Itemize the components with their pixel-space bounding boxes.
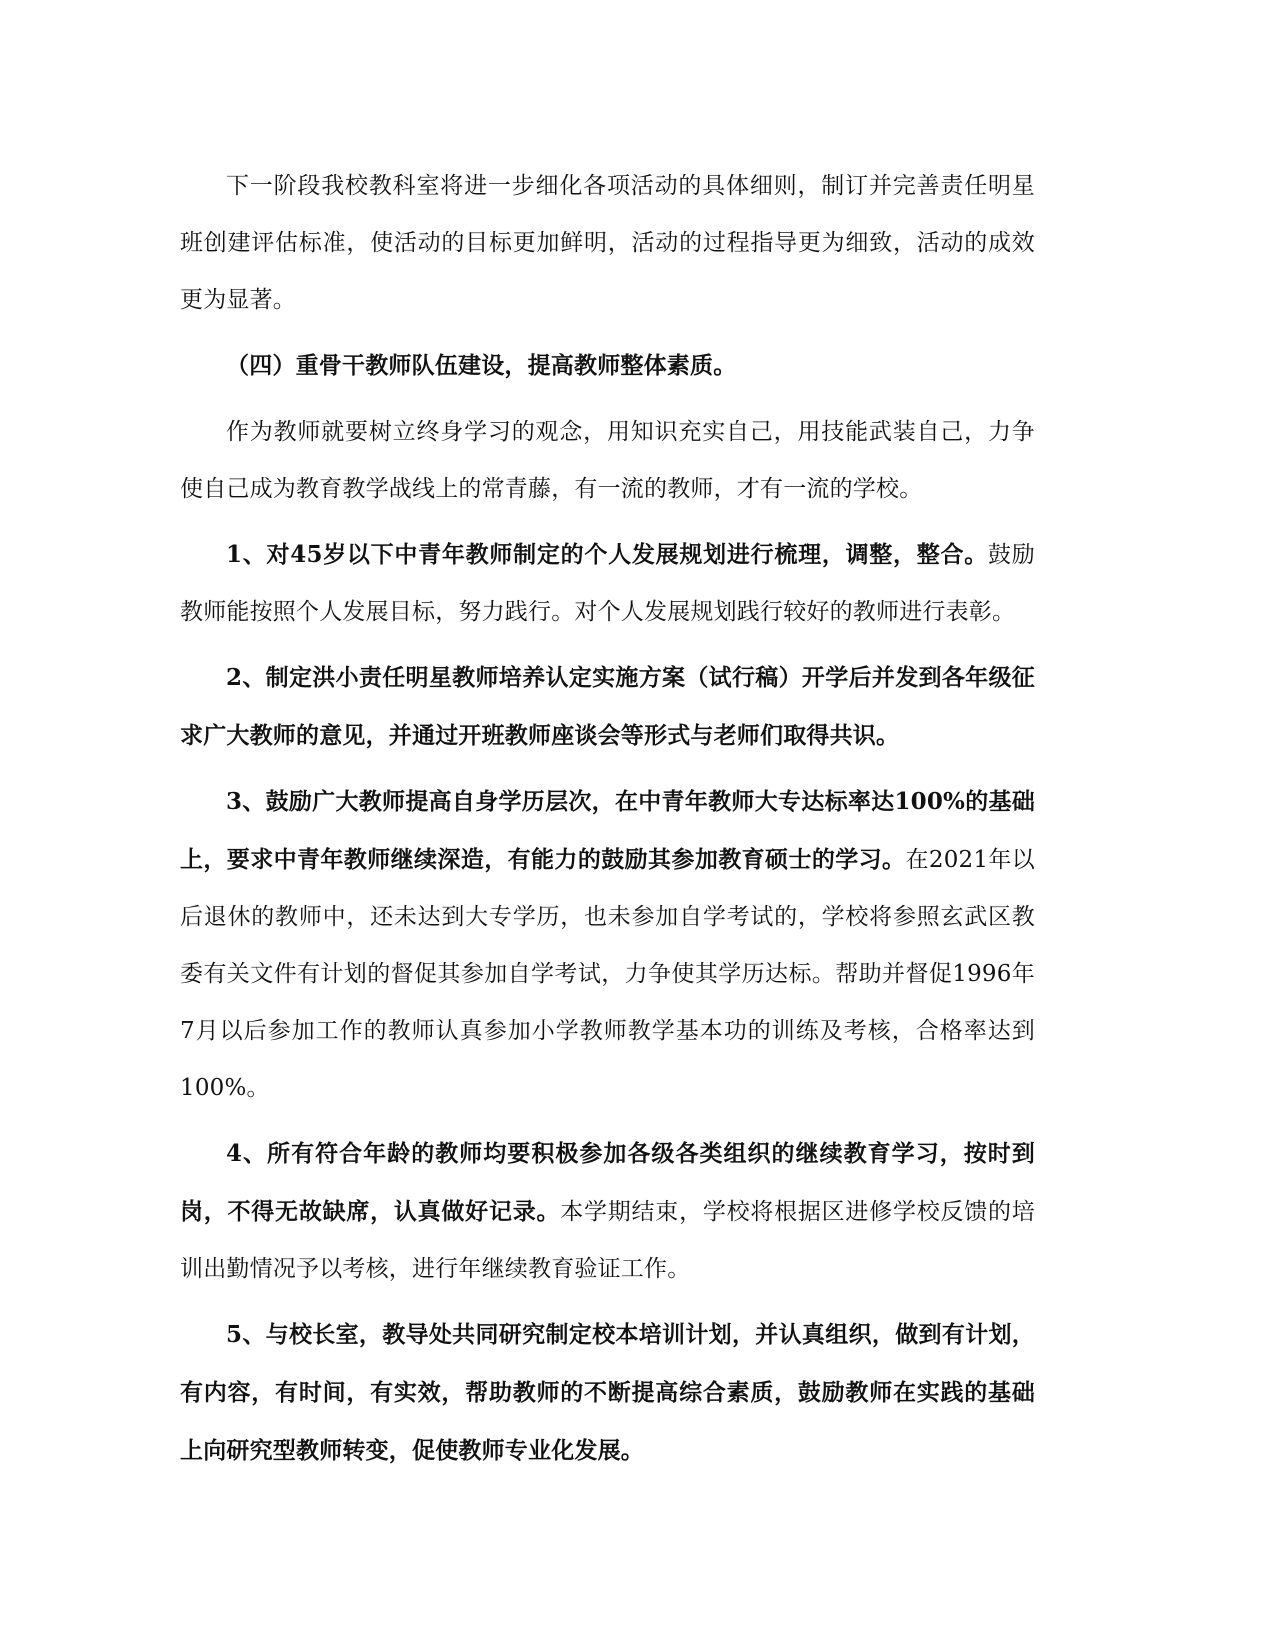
paragraph-text: 下一阶段我校教科室将进一步细化各项活动的具体细则，制订并完善责任明星班创建评估标准，使活动的目标更加鲜明，活动的过程指导更为细致，活动的成效更为显著。 <box>180 173 1035 313</box>
item-4-continuing-education <box>180 1125 1035 1298</box>
paragraph-bold-text: 4、所有符合年龄的教师均要积极参加各级各类组织的继续教育学习，按时到岗，不得无故缺席，认真做好记录。 <box>180 1140 1035 1225</box>
document-page <box>180 157 1035 1488</box>
paragraph-next-stage <box>180 157 1035 329</box>
item-5-school-training <box>180 1306 1035 1480</box>
item-2-star-teacher-plan <box>180 649 1035 765</box>
paragraph-lifelong-learning <box>180 403 1035 518</box>
paragraph-bold-text: 5、与校长室，教导处共同研究制定校本培训计划，并认真组织，做到有计划，有内容，有时间，有实效，帮助教师的不断提高综合素质，鼓励教师在实践的基础上向研究型教师转变，促使教师专业化发展。 <box>180 1321 1035 1464</box>
paragraph-bold-text: （四）重骨干教师队伍建设，提高教师整体素质。 <box>226 352 737 379</box>
paragraph-bold-text: 2、制定洪小责任明星教师培养认定实施方案（试行稿）开学后并发到各年级征求广大教师的意见，并通过开班教师座谈会等形式与老师们取得共识。 <box>180 664 1035 749</box>
section-heading-four <box>180 337 1035 395</box>
paragraph-text: 作为教师就要树立终身学习的观念，用知识充实自己，用技能武装自己，力争使自己成为教育教学战线上的常青藤，有一流的教师，才有一流的学校。 <box>180 419 1035 502</box>
paragraph-bold-text: 3、鼓励广大教师提高自身学历层次，在中青年教师大专达标率达100%的基础上，要求中青年教师继续深造，有能力的鼓励其参加教育硕士的学习。 <box>180 788 1035 873</box>
item-3-education-level <box>180 773 1035 1117</box>
item-1-development-plan <box>180 526 1035 641</box>
paragraph-text: 本学期结束，学校将根据区进修学校反馈的培训出勤情况予以考核，进行年继续教育验证工作。 <box>180 1199 1035 1282</box>
paragraph-text: 在2021年以后退休的教师中，还未达到大专学历，也未参加自学考试的，学校将参照玄武区教委有关文件有计划的督促其参加自学考试，力争使其学历达标。帮助并督促1996年7月以后参加工作的教师认真参加小学教师教学基本功的训练及考核，合格率达到100%。 <box>180 847 1036 1101</box>
paragraph-text: 鼓励教师能按照个人发展目标，努力践行。对个人发展规划践行较好的教师进行表彰。 <box>180 542 1035 625</box>
paragraph-bold-text: 1、对45岁以下中青年教师制定的个人发展规划进行梳理，调整，整合。 <box>226 541 989 568</box>
